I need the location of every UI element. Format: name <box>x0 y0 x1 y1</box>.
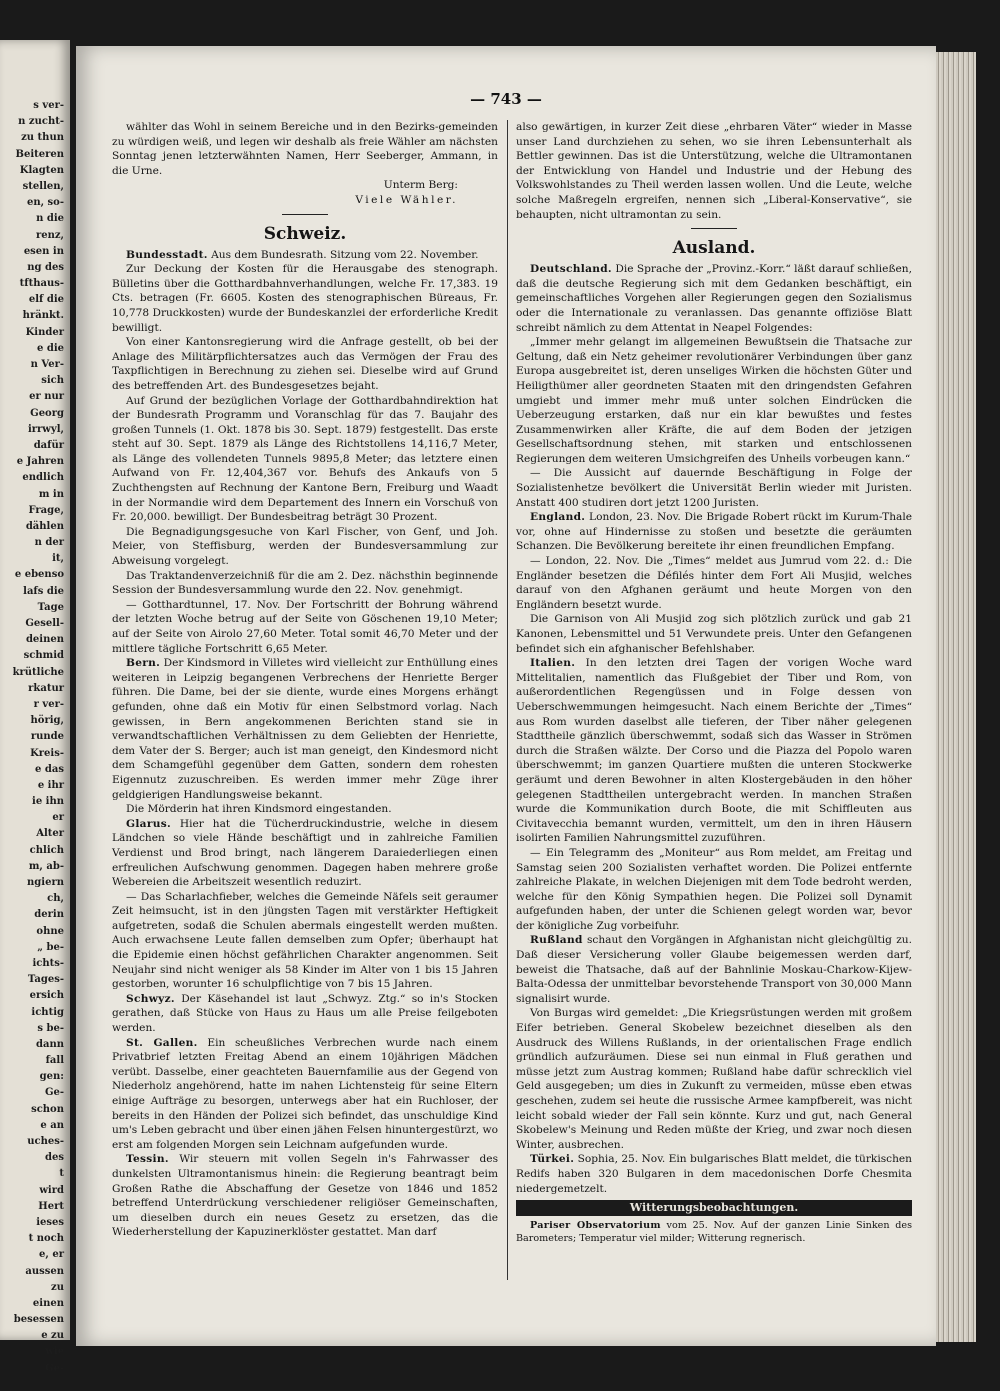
news-text: schaut den Vorgängen in Afghanistan nicht gleichgültig zu. Daß dieser Versicherung voller Glaube beigemessen werden darf, beweist die Thatsache, daß auf der Bahnlinie Moskau-Charkow-Kijew-Balta-Odessa der unmittelbar bevorstehende Transport von 30,000 Mann signalisirt wurde. <box>516 934 912 1005</box>
news-dateline: Italien. <box>530 657 576 670</box>
previous-page-fragment: Georg <box>30 407 64 419</box>
signature-place: Unterm Berg: <box>383 179 458 192</box>
previous-page-fragment: s be- <box>37 1022 64 1034</box>
news-dateline: St. Gallen. <box>126 1036 198 1049</box>
news-dateline: Bundesstadt. <box>126 248 208 261</box>
section-heading: Ausland. <box>672 238 756 259</box>
previous-page-fragment: tfthaus- <box>19 278 64 290</box>
paragraph: Von einer Kantonsregierung wird die Anfrage gestellt, ob bei der Anlage des Militärpflichtersatzes auch das Vermögen der Frau des Taxpflichtigen in Berechnung zu ziehen sei. Dieselbe wird auf Grund des betreffenden Art. des Bundesgesetzes bejaht. <box>112 336 498 392</box>
paragraph: also gewärtigen, in kurzer Zeit diese „ehrbaren Väter“ wieder in Masse unser Land durchziehen zu sehen, wo sie ihren Lebensunterhalt als Bettler gewinnen. Das ist die Unterstützung, welche die Ultramontanen der Entwicklung von Handel und Industrie und der Hebung des Volkswohlstandes zu Theil werden lassen wollen. Und die Leute, welche solche Maßregeln ergreifen, nennen sich „Liberal-Konservative“, sie behaupten, nicht ultramontan zu sein. <box>516 121 912 221</box>
news-item <box>516 1152 912 1196</box>
previous-page-fragment: derin <box>34 909 64 921</box>
previous-page-fragment: e, er <box>39 1249 64 1261</box>
previous-page-fragment: „ be- <box>37 941 64 953</box>
section-rule <box>282 214 328 215</box>
previous-page-fragment: n zucht- <box>18 116 64 128</box>
news-item <box>516 656 912 846</box>
news-text: Ein scheußliches Verbrechen wurde nach einem Privatbrief letzten Freitag Abend an einem 10jährigen Mädchen verübt. Dasselbe, einer geachteten Bauernfamilie aus der Gegend von Niederholz angehörend, hatte im nahen Lichtensteig für seine Eltern einige Aufträge zu besorgen, unterwegs aber hat ein Ruchloser, der bereits in den Händen der Polizei sich befindet, das unschuldige Kind um's Leben gebracht und über einen jähen Felsen hinuntergestürzt, wo erst am folgenden Morgen sein Leichnam aufgefunden wurde. <box>112 1036 498 1151</box>
previous-page-fragment: dann <box>35 1038 64 1050</box>
previous-page-fragment: m in <box>38 488 64 500</box>
previous-page-fragment: e Jahren <box>16 456 64 468</box>
paragraph: — Ein Telegramm des „Moniteur“ aus Rom meldet, am Freitag und Samstag seien 200 Sozialisten verhaftet worden. Die Polizei entfernte zahlreiche Plakate, in welchen Diejenigen mit dem Tode bedroht werden, welche für den König Sympathien hegen. Die Polizei soll Dynamit aufgefunden haben, der unter die Schienen gelegt worden war, bevor der königliche Zug vorbeifuhr. <box>516 846 912 932</box>
paragraph: Von Burgas wird gemeldet: „Die Kriegsrüstungen werden mit großem Eifer betrieben. General Skobelew bezeichnet dieselben als den Ausdruck des Willens Rußlands, in der orientalischen Frage endlich gründlich aufzuräumen. Diese sei nun einmal in Fluß gerathen und müsse jetzt zum Austrag kommen; Rußland habe dafür schrecklich viel Geld ausgegeben; um dies in Zukunft zu vermeiden, müsse eben etwas geschehen, zudem sei heute die russische Armee kampfbereit, was nicht leicht sobald wieder der Fall sein könnte. Kurz und gut, nach General Skobelew's Meinung und Reden müßte der Krieg, und zwar noch diesen Winter, ausbrechen. <box>516 1007 912 1151</box>
previous-page-fragment: deinen <box>25 634 64 646</box>
news-text: vom 25. Nov. Auf der ganzen Linie Sinken des Barometers; Temperatur viel milder; Witterung regnerisch. <box>516 1220 912 1245</box>
news-item <box>516 1219 912 1245</box>
previous-page-fragment: fall <box>45 1055 64 1067</box>
news-dateline: Schwyz. <box>126 992 175 1005</box>
previous-page-fragment: elf die <box>28 294 64 306</box>
previous-page-fragment: wird <box>39 1184 64 1196</box>
previous-page-fragment: endlich <box>22 472 64 484</box>
previous-page-fragment: Tages- <box>27 974 64 986</box>
previous-page-fragment: dafür <box>33 439 64 451</box>
previous-page-fragment: irrwyl, <box>27 423 64 435</box>
previous-page-fragment: uches- <box>27 1136 64 1147</box>
news-text: Hier hat die Tücherdruckindustrie, welche in diesem Ländchen so viele Hände beschäftigt und in zahlreiche Familien Verdienst und Brod bringt, nach längerem Daraiederliegen einen erfreulichen Aufschwung genommen. Dagegen haben mehrere große Webereien die Arbeitszeit wesentlich reduzirt. <box>112 817 498 889</box>
paragraph: — Das Scharlachfieber, welches die Gemeinde Näfels seit geraumer Zeit heimsucht, ist in den jüngsten Tagen mit verstärkter Heftigkeit aufgetreten, sodaß die Schulen abermals eingestellt werden mußten. Auch erwachsene Leute fallen demselben zum Opfer; überhaupt hat die Epidemie einen höchst gefährlichen Charakter angenommen. Seit Neujahr sind nicht weniger als 58 Kinder im Alter von 1 bis 15 Jahren gestorben, worunter 16 schulpflichtige von 7 bis 15 Jahren. <box>112 890 498 991</box>
previous-page-fragment: Ge- <box>44 1087 64 1099</box>
previous-page-fragment: hränkt. <box>22 310 64 322</box>
previous-page-fragment: Alter <box>36 828 64 840</box>
paragraph: — London, 22. Nov. Die „Times“ meldet aus Jumrud vom 22. d.: Die Engländer besetzen die Défilés hinter dem Fort Ali Musjid, welches darauf von den Afghanen geräumt und heute Morgen von den Engländern besetzt wurde. <box>516 555 912 611</box>
previous-page-fragment: e zu <box>41 1330 64 1342</box>
previous-page-fragment: e an <box>40 1119 64 1131</box>
previous-page-fragment: sich <box>41 375 64 387</box>
previous-page-fragment: ohne <box>36 925 64 937</box>
previous-page-fragment: aussen <box>25 1265 64 1277</box>
previous-page-fragment: t noch <box>28 1233 64 1245</box>
previous-page-fragment: Tage <box>37 601 64 613</box>
previous-page-fragment: n die <box>36 213 64 225</box>
news-dateline: England. <box>530 511 586 524</box>
page-number: — 743 — <box>470 90 542 108</box>
previous-page-fragment: chlich <box>29 844 64 856</box>
previous-page-fragment: ieses <box>36 1216 64 1228</box>
news-text: Wir steuern mit vollen Segeln in's Fahrwasser des dunkelsten Ultramontanismus hinein: die Regierung beantragt beim Großen Rathe die Abschaffung der Gesetze von 1846 und 1852 betreffend Unterdrückung verschiedener religiöser Gemeinschaften, um dieselben durch ein neues Gesetz zu ersetzen, das die Wiederherstellung der Kapuzinerklöster gestattet. Man darf <box>112 1153 498 1239</box>
previous-page-fragment: r ver- <box>33 698 64 710</box>
previous-page-fragment: s ver- <box>33 100 64 111</box>
previous-page-fragment: it, <box>52 553 64 565</box>
previous-page-fragment: zu thun <box>21 132 64 144</box>
signature: Viele Wähler. <box>355 193 458 206</box>
news-dateline: Bern. <box>126 657 161 670</box>
previous-page-fragment: renz, <box>35 229 64 241</box>
previous-page-fragment: ngiern <box>27 877 64 888</box>
section-rule <box>691 228 737 229</box>
previous-page-fragment: einen <box>32 1297 64 1309</box>
news-text: London, 23. Nov. Die Brigade Robert rückt im Kurum-Thale vor, ohne auf Hindernisse zu stoßen und besetzte die geräumten Schanzen. Die Bevölkerung bereitete ihr einen freundlichen Empfang. <box>516 511 912 553</box>
page-stack-edge <box>936 52 976 1342</box>
previous-page-strip <box>0 40 70 1374</box>
paragraph: Auf Grund der bezüglichen Vorlage der Gotthardbahndirektion hat der Bundesrath Programm und Voranschlag für das 7. Baujahr des großen Tunnels (1. Okt. 1878 bis 30. Sept. 1879) festgestellt. Das erste steht auf 30. Sept. 1879 als Länge des Richtstollens 14,116,7 Meter, als Länge des vollendeten Tunnels 9895,8 Meter; das letztere einen Aufwand von Fr. 12,404,367 vor. Behufs des Ankaufs von 5 Zuchthengsten auf Rechnung der Kantone Bern, Freiburg und Waadt in der Normandie wird dem Departement des Innern ein Vorschuß von Fr. 20,000. bewilligt. Der Bundesbeitrag beträgt 30 Prozent. <box>112 394 498 524</box>
previous-page-fragment: stellen, <box>22 180 64 192</box>
paragraph: Die Garnison von Ali Musjid zog sich plötzlich zurück und gab 21 Kanonen, Lebensmittel und 51 Verwundete preis. Unter den Gefangenen befindet sich ein afghanischer Befehlshaber. <box>516 613 912 655</box>
previous-page-fragment: e ihr <box>37 779 64 791</box>
news-text: Der Käsehandel ist laut „Schwyz. Ztg.“ so in's Stocken gerathen, daß Stücke von Haus zu Haus um alle Preise feilgeboten werden. <box>112 992 498 1035</box>
previous-page-text <box>0 40 70 1377</box>
news-text: Aus dem Bundesrath. Sitzung vom 22. November. <box>207 248 479 261</box>
previous-page-fragment: dählen <box>25 520 64 532</box>
previous-page-fragment: Kreis- <box>30 747 64 759</box>
news-item <box>112 248 498 263</box>
paragraph: Das Traktandenverzeichniß für die am 2. Dez. nächsthin beginnende Session der Bundesversammlung wurde den 22. Nov. genehmigt. <box>112 569 498 597</box>
previous-page-fragment: esen in <box>23 245 64 257</box>
previous-page-fragment: Frage, <box>28 504 64 516</box>
previous-page-fragment: lafs die <box>23 585 64 597</box>
news-text: Sophia, 25. Nov. Ein bulgarisches Blatt meldet, die türkischen Redifs haben 320 Bulgaren in dem macedonischen Dorfe Chesmita niedergemetzelt. <box>516 1153 912 1195</box>
right-column <box>516 120 912 1245</box>
paragraph: „Immer mehr gelangt im allgemeinen Bewußtsein die Thatsache zur Geltung, daß ein Netz geheimer revolutionärer Verbindungen über ganz Europa ausgebreitet ist, deren unseliges Wirken die höchsten Güter und Heiligthümer aller geordneten Staaten mit den dringendsten Gefahren umgiebt und immer mehr muß unter solchen Eindrücken die Ueberzeugung erstarken, daß nur ein klar bewußtes und festes Zusammenwirken aller Kräfte, die auf dem Boden der jetzigen Gesellschaftsordnung stehen, mit starken und entschlossenen Regierungen dem weiteren Umsichgreifen des Unheils vorbeugen kann.“ <box>516 336 912 465</box>
news-item <box>516 262 912 335</box>
previous-page-fragment: ichtig <box>31 1006 64 1018</box>
previous-page-fragment: ng des <box>27 261 64 273</box>
previous-page-fragment: er nur <box>29 391 64 403</box>
paragraph: wählter das Wohl in seinem Bereiche und in den Bezirks-gemeinden zu würdigen weiß, und legen wir deshalb als freie Wähler am nächsten Sonntag jenen letzterwähnten Namen, Herr Seeberger, Ammann, in die Urne. <box>112 121 498 177</box>
previous-page-fragment: ichts- <box>32 957 64 969</box>
previous-page-fragment: Klagten <box>19 164 64 176</box>
previous-page-fragment: krütliche <box>12 666 64 678</box>
news-item <box>112 817 498 890</box>
previous-page-fragment: ie ihn <box>32 796 64 808</box>
news-dateline: Rußland <box>530 934 583 947</box>
previous-page-fragment: en, so- <box>26 197 64 209</box>
previous-page-fragment: e das <box>35 763 64 775</box>
previous-page-fragment: gen: <box>39 1071 64 1083</box>
previous-page-fragment: e die <box>37 342 64 354</box>
news-dateline: Pariser Observatorium <box>530 1220 661 1232</box>
paragraph: Die Mörderin hat ihren Kindsmord eingestanden. <box>126 803 392 816</box>
previous-page-fragment: Kinder <box>25 326 64 338</box>
news-item <box>112 992 498 1036</box>
previous-page-fragment: ersich <box>29 990 64 1002</box>
previous-page-fragment: Beiteren <box>15 148 64 160</box>
previous-page-fragment: Ge- <box>44 1362 64 1374</box>
news-dateline: Glarus. <box>126 817 171 830</box>
previous-page-fragment: schon <box>31 1103 64 1115</box>
previous-page-fragment: besessen <box>13 1314 64 1326</box>
paragraph: — Die Aussicht auf dauernde Beschäftigung in Folge der Sozialistenhetze bevölkert die Universität Berlin wieder mit Juristen. Anstatt 400 studiren dort jetzt 1200 Juristen. <box>516 467 912 509</box>
news-dateline: Deutschland. <box>530 263 612 276</box>
newspaper-page <box>76 46 936 1346</box>
news-item <box>516 933 912 1006</box>
previous-page-fragment: t <box>59 1168 64 1180</box>
previous-page-fragment: Gesell- <box>25 618 64 629</box>
news-text: In den letzten drei Tagen der vorigen Woche ward Mittelitalien, namentlich das Flußgebiet der Tiber und Rom, von außerordentlichen Regengüssen und in Folge dessen von Ueberschwemmungen heimgesucht. Nach einem Berichte der „Times“ aus Rom wurden daselbst alle tieferen, der Tiber näher gelegenen Stadttheile gänzlich überschwemmt, sodaß sich das Wasser in Strömen durch die Straßen wälzte. Der Corso und die Piazza del Popolo waren überschwemmt; im ganzen Quartiere mußten die unteren Stockwerke geräumt und deren Bewohner in alten Klostergebäuden in den höher gelegenen Stadttheilen untergebracht werden. In manchen Straßen wurde die Kommunikation durch Boote, die mit Schiffleuten aus Civitavecchia bemannt wurden, vermittelt, um den in ihren Häusern isolirten Familien Nahrungsmittel zuzuführen. <box>516 657 912 845</box>
previous-page-fragment: des <box>45 1152 64 1164</box>
previous-page-fragment: rkatur <box>28 682 64 694</box>
previous-page-fragment: zu <box>51 1281 64 1293</box>
previous-page-fragment: schmid <box>23 650 64 662</box>
news-item <box>516 510 912 554</box>
news-item <box>112 1036 498 1153</box>
paragraph: Die Begnadigungsgesuche von Karl Fischer, von Genf, und Joh. Meier, von Steffisburg, werden der Bundesversammlung zur Abweisung vorgelegt. <box>112 525 498 568</box>
weather-heading: Witterungsbeobachtungen. <box>516 1200 912 1216</box>
news-dateline: Tessin. <box>126 1153 169 1166</box>
previous-page-fragment: ch, <box>47 893 64 905</box>
news-text: Der Kindsmord in Villetes wird vielleicht zur Enthüllung eines weiteren in Leipzig begangenen Verbrechens der Henriette Berger führen. Die Dame, bei der sie diente, wurde eines Morgens erhängt gefunden, ohne daß ein Motiv für einen Selbstmord vorlag. Nach gewissen, in Bern angekommenen Berichten stand sie in verwandtschaftlichen Verhältnissen zu dem Geliebten der Henriette, dem Vater der S. Berger; auch ist man geneigt, den Kindesmord nicht dem Schamgefühl gegenüber dem Gatten, sondern dem rohesten Eigennutz zuzuschreiben. Es werden immer mehr Züge ihrer geldgierigen Handlungsweise bekannt. <box>112 657 498 801</box>
column-divider <box>507 120 508 1280</box>
news-item <box>112 1152 498 1240</box>
previous-page-fragment: hörig, <box>30 715 64 727</box>
paragraph: — Gotthardtunnel, 17. Nov. Der Fortschritt der Bohrung während der letzten Woche betrug auf der Seite von Göschenen 19,10 Meter; auf der Seite von Airolo 27,60 Meter. Total somit 46,70 Meter und der mittlere tägliche Fortschritt 6,65 Meter. <box>112 598 498 655</box>
news-item <box>112 656 498 802</box>
previous-page-fragment: n Ver- <box>30 359 64 370</box>
left-column <box>112 120 498 1240</box>
previous-page-fragment: er <box>52 812 64 824</box>
previous-page-fragment: runde <box>30 731 64 743</box>
news-dateline: Türkei. <box>530 1153 575 1166</box>
previous-page-fragment: n der <box>34 537 64 549</box>
section-heading: Schweiz. <box>263 223 347 244</box>
previous-page-fragment: Hert <box>38 1200 64 1212</box>
paragraph: Zur Deckung der Kosten für die Herausgabe des stenograph. Bülletins über die Gotthardbahnverhandlungen, welche Fr. 17,383. 19 Cts. betragen (Fr. 6605. Kosten des stenographischen Büreaus, Fr. 10,778 Druckkosten) wurde der Bundeskanzlei der erforderliche Kredit bewilligt. <box>112 263 498 334</box>
previous-page-fragment: wie <box>45 1346 64 1358</box>
previous-page-fragment: m, ab- <box>28 860 64 872</box>
news-text: Die Sprache der „Provinz.-Korr.“ läßt darauf schließen, daß die deutsche Regierung sich mit dem Gedanken beschäftigt, ein gemeinschaftliches Vorgehen aller Regierungen gegen den Sozialismus oder die Internationale zu veranlassen. Das genannte offiziöse Blatt schreibt nämlich zu dem Attentat in Neapel Folgendes: <box>516 263 912 334</box>
previous-page-fragment: e ebenso <box>14 569 64 581</box>
